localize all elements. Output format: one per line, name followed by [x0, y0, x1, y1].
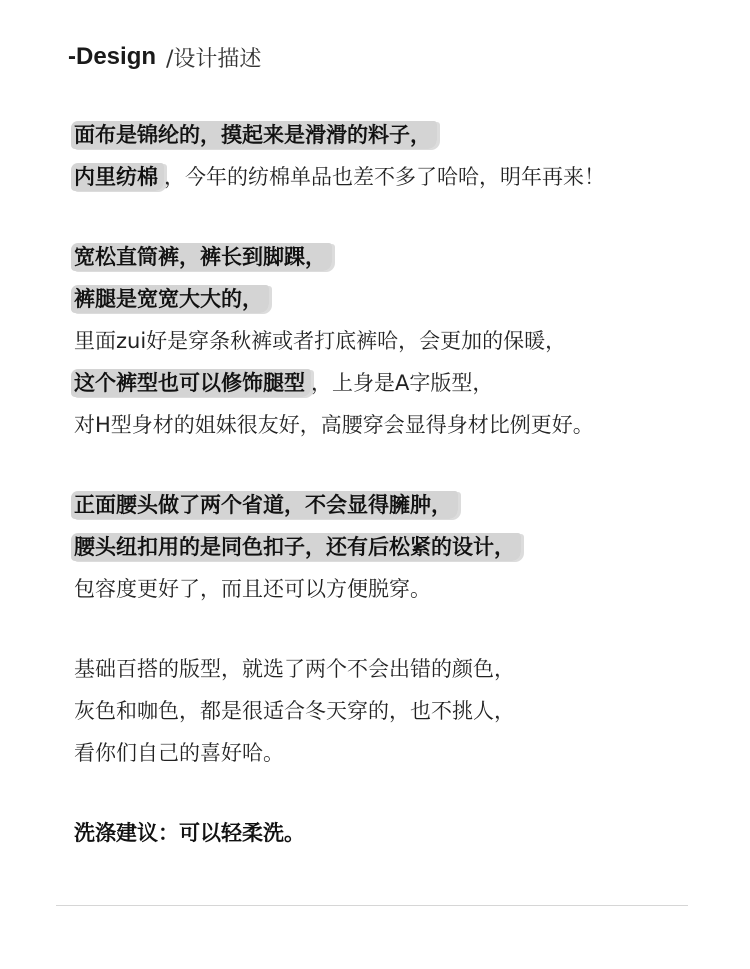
paragraph-fabric: [74, 114, 714, 198]
highlighted-text: 腰头纽扣用的是同色扣子，还有后松紧的设计，: [71, 533, 521, 561]
section-title-zh: /设计描述: [166, 46, 262, 72]
highlighted-text: 宽松直筒裤，裤长到脚踝，: [71, 243, 332, 271]
text-line: [74, 732, 714, 774]
text-line: [74, 568, 714, 610]
plain-text: ，上身是A字版型，: [311, 371, 494, 395]
plain-text: 灰色和咖色，都是很适合冬天穿的，也不挑人，: [74, 699, 515, 723]
text-line: [74, 156, 714, 198]
highlighted-text: 面布是锦纶的，摸起来是滑滑的料子，: [71, 121, 437, 149]
text-line: [74, 320, 714, 362]
bottom-divider: [56, 905, 688, 906]
plain-text: 看你们自己的喜好哈。: [74, 741, 284, 765]
plain-text: ，今年的纺棉单品也差不多了哈哈，明年再来！: [164, 165, 605, 189]
plain-text: 包容度更好了，而且还可以方便脱穿。: [74, 577, 431, 601]
text-line: [74, 648, 714, 690]
paragraph-waist: [74, 484, 714, 610]
highlighted-text: 这个裤型也可以修饰腿型: [71, 369, 311, 397]
paragraph-colors: [74, 648, 714, 774]
highlighted-text: 正面腰头做了两个省道，不会显得臃肿，: [71, 491, 458, 519]
section-header: [68, 40, 261, 74]
plain-text: 里面zui好是穿条秋裤或者打底裤哈，会更加的保暖，: [74, 329, 567, 353]
text-line: [74, 484, 714, 526]
section-title-en: -Design: [68, 43, 157, 70]
text-line: [74, 362, 714, 404]
highlighted-text: 裤腿是宽宽大大的，: [71, 285, 269, 313]
plain-text: 基础百搭的版型，就选了两个不会出错的颜色，: [74, 657, 515, 681]
wash-instruction: 洗涤建议：可以轻柔洗。: [74, 821, 305, 845]
text-line: [74, 404, 714, 446]
text-line: [74, 236, 714, 278]
paragraph-wash: [74, 812, 714, 854]
description-body: [74, 114, 714, 892]
text-line: [74, 812, 714, 854]
text-line: [74, 690, 714, 732]
paragraph-fit: [74, 236, 714, 446]
plain-text: 对H型身材的姐妹很友好，高腰穿会显得身材比例更好。: [74, 413, 594, 437]
text-line: [74, 526, 714, 568]
text-line: [74, 278, 714, 320]
highlighted-text: 内里纺棉: [71, 163, 164, 191]
text-line: [74, 114, 714, 156]
